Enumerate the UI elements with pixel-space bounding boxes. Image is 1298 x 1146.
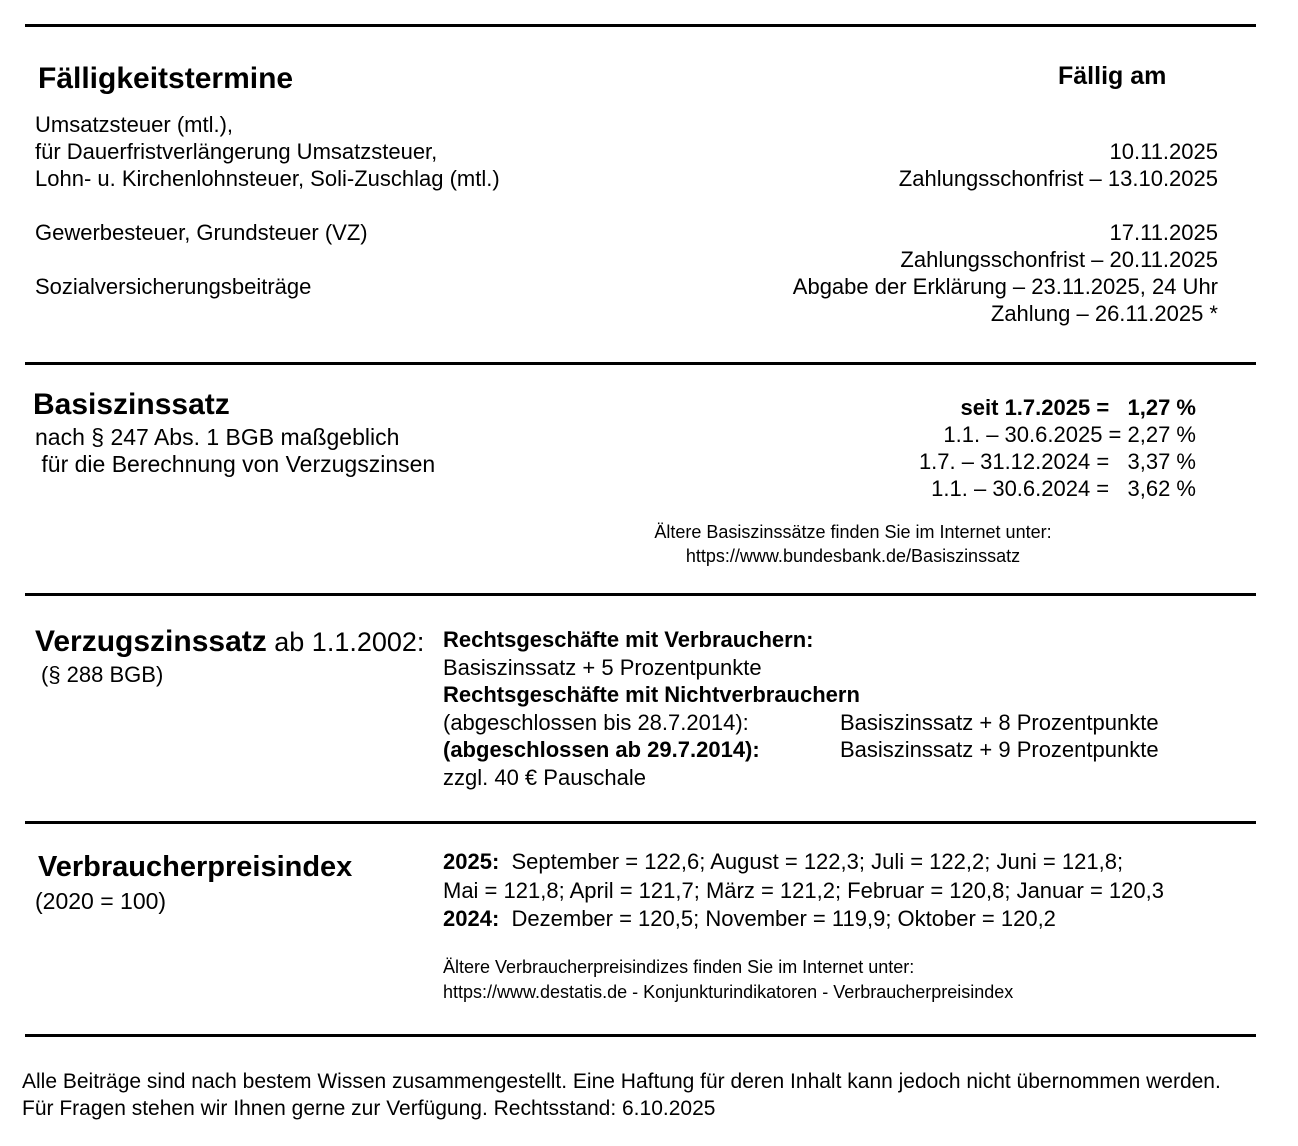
- year-label: 2025:: [443, 849, 500, 874]
- index-row-2025b: [443, 878, 1253, 907]
- verbraucherpreisindex-title: Verbraucherpreisindex: [38, 851, 353, 883]
- faellig-am-column-header: Fällig am: [1058, 62, 1167, 90]
- disclaimer-line2: Für Fragen stehen wir Ihnen gerne zur Verfügung. Rechtsstand: 6.10.2025: [22, 1097, 716, 1120]
- index-values: Dezember = 120,5; November = 119,9; Oktober = 120,2: [499, 906, 1056, 931]
- tax-item: Gewerbesteuer, Grundsteuer (VZ): [35, 220, 368, 245]
- rate-current: seit 1.7.2025 = 1,27 %: [960, 395, 1196, 420]
- verbraucherpreisindex-subtitle: (2020 = 100): [35, 888, 167, 914]
- verbraucherpreisindex-values: [443, 849, 1253, 935]
- nichtverbraucher-heading: Rechtsgeschäfte mit Nichtverbrauchern: [443, 682, 860, 707]
- bundesbank-url: https://www.bundesbank.de/Basiszinssatz: [685, 546, 1021, 566]
- divider-top: [25, 24, 1256, 27]
- basiszinssatz-subtitle-line1: nach § 247 Abs. 1 BGB maßgeblich: [35, 424, 400, 450]
- year-label: 2024:: [443, 906, 500, 931]
- divider-after-faelligkeitstermine: [25, 362, 1256, 365]
- tax-item: Sozialversicherungsbeiträge: [35, 274, 312, 299]
- due-date: 10.11.2025: [1109, 139, 1218, 164]
- basiszinssatz-note: [443, 520, 1263, 568]
- basiszinssatz-note-text: Ältere Basiszinssätze finden Sie im Internet unter:: [654, 522, 1052, 542]
- divider-after-verbraucherpreisindex: [25, 1034, 1256, 1037]
- divider-after-basiszinssatz: [25, 593, 1256, 596]
- verzugszinssatz-details: [443, 627, 1159, 792]
- basiszinssatz-title: Basiszinssatz: [33, 388, 230, 421]
- rate-row: 1.7. – 31.12.2024 = 3,37 %: [918, 449, 1196, 474]
- basiszinssatz-subtitle-line2: für die Berechnung von Verzugszinsen: [35, 451, 436, 477]
- due-date: Zahlungsschonfrist – 20.11.2025: [900, 247, 1218, 272]
- verbraucherpreisindex-note-text: Ältere Verbraucherpreisindizes finden Sie im Internet unter:: [443, 957, 915, 977]
- due-date: Zahlungsschonfrist – 13.10.2025: [898, 166, 1218, 191]
- faelligkeitstermine-left-column: [35, 112, 500, 301]
- faelligkeitstermine-due-dates-column: [500, 112, 1218, 328]
- verzugszinssatz-title-rest: ab 1.1.2002:: [266, 627, 425, 657]
- tax-item: [35, 193, 500, 220]
- tax-item: [35, 247, 500, 274]
- disclaimer-footer: [22, 1068, 1282, 1122]
- pauschale-note: zzgl. 40 € Pauschale: [443, 764, 647, 790]
- index-row-2025a: [443, 849, 1253, 878]
- nichtverbraucher-new-row: [443, 737, 1159, 765]
- due-date: 17.11.2025: [1109, 220, 1218, 245]
- tax-item: für Dauerfristverlängerung Umsatzsteuer,: [35, 139, 438, 164]
- index-values: Mai = 121,8; April = 121,7; März = 121,2; Februar = 120,8; Januar = 120,3: [443, 877, 1164, 903]
- verzugszinssatz-title-bold: Verzugszinssatz: [35, 625, 267, 658]
- rate-row: 1.1. – 30.6.2025 = 2,27 %: [943, 422, 1196, 447]
- divider-after-verzugszinssatz: [25, 821, 1256, 824]
- faelligkeitstermine-title: Fälligkeitstermine: [38, 62, 294, 95]
- tax-item: Umsatzsteuer (mtl.),: [35, 112, 234, 137]
- destatis-url: https://www.destatis.de - Konjunkturindikatoren - Verbraucherpreisindex: [443, 982, 1014, 1002]
- index-values: September = 122,6; August = 122,3; Juli = 122,2; Juni = 121,8;: [499, 849, 1124, 874]
- due-date: [500, 112, 1218, 139]
- verbraucherpreisindex-note: [443, 955, 1013, 1005]
- verzugszinssatz-subtitle: (§ 288 BGB): [41, 662, 164, 687]
- abgeschlossen-bis-label: (abgeschlossen bis 28.7.2014):: [443, 709, 749, 735]
- abgeschlossen-ab-label: (abgeschlossen ab 29.7.2014):: [443, 737, 760, 762]
- rate-row: 1.1. – 30.6.2024 = 3,62 %: [931, 476, 1196, 501]
- verbraucher-heading: Rechtsgeschäfte mit Verbrauchern:: [443, 627, 814, 652]
- tax-item: Lohn- u. Kirchenlohnsteuer, Soli-Zuschlag (mtl.): [35, 166, 500, 191]
- nichtverbraucher-old-row: [443, 710, 1159, 738]
- basiszinssatz-rates: [700, 394, 1196, 502]
- index-row-2024: [443, 906, 1253, 935]
- due-date: Abgabe der Erklärung – 23.11.2025, 24 Uhr: [792, 274, 1218, 299]
- verzugszinssatz-title: [35, 625, 424, 659]
- disclaimer-line1: Alle Beiträge sind nach bestem Wissen zusammengestellt. Eine Haftung für deren Inhalt kann jedoch nicht übernommen werden.: [22, 1070, 1221, 1093]
- due-date: [500, 193, 1218, 220]
- verbraucher-formula: Basiszinssatz + 5 Prozentpunkte: [443, 654, 762, 680]
- nichtverbraucher-old-formula: Basiszinssatz + 8 Prozentpunkte: [840, 709, 1159, 735]
- due-date: Zahlung – 26.11.2025 *: [990, 301, 1218, 326]
- nichtverbraucher-new-formula: Basiszinssatz + 9 Prozentpunkte: [840, 737, 1159, 762]
